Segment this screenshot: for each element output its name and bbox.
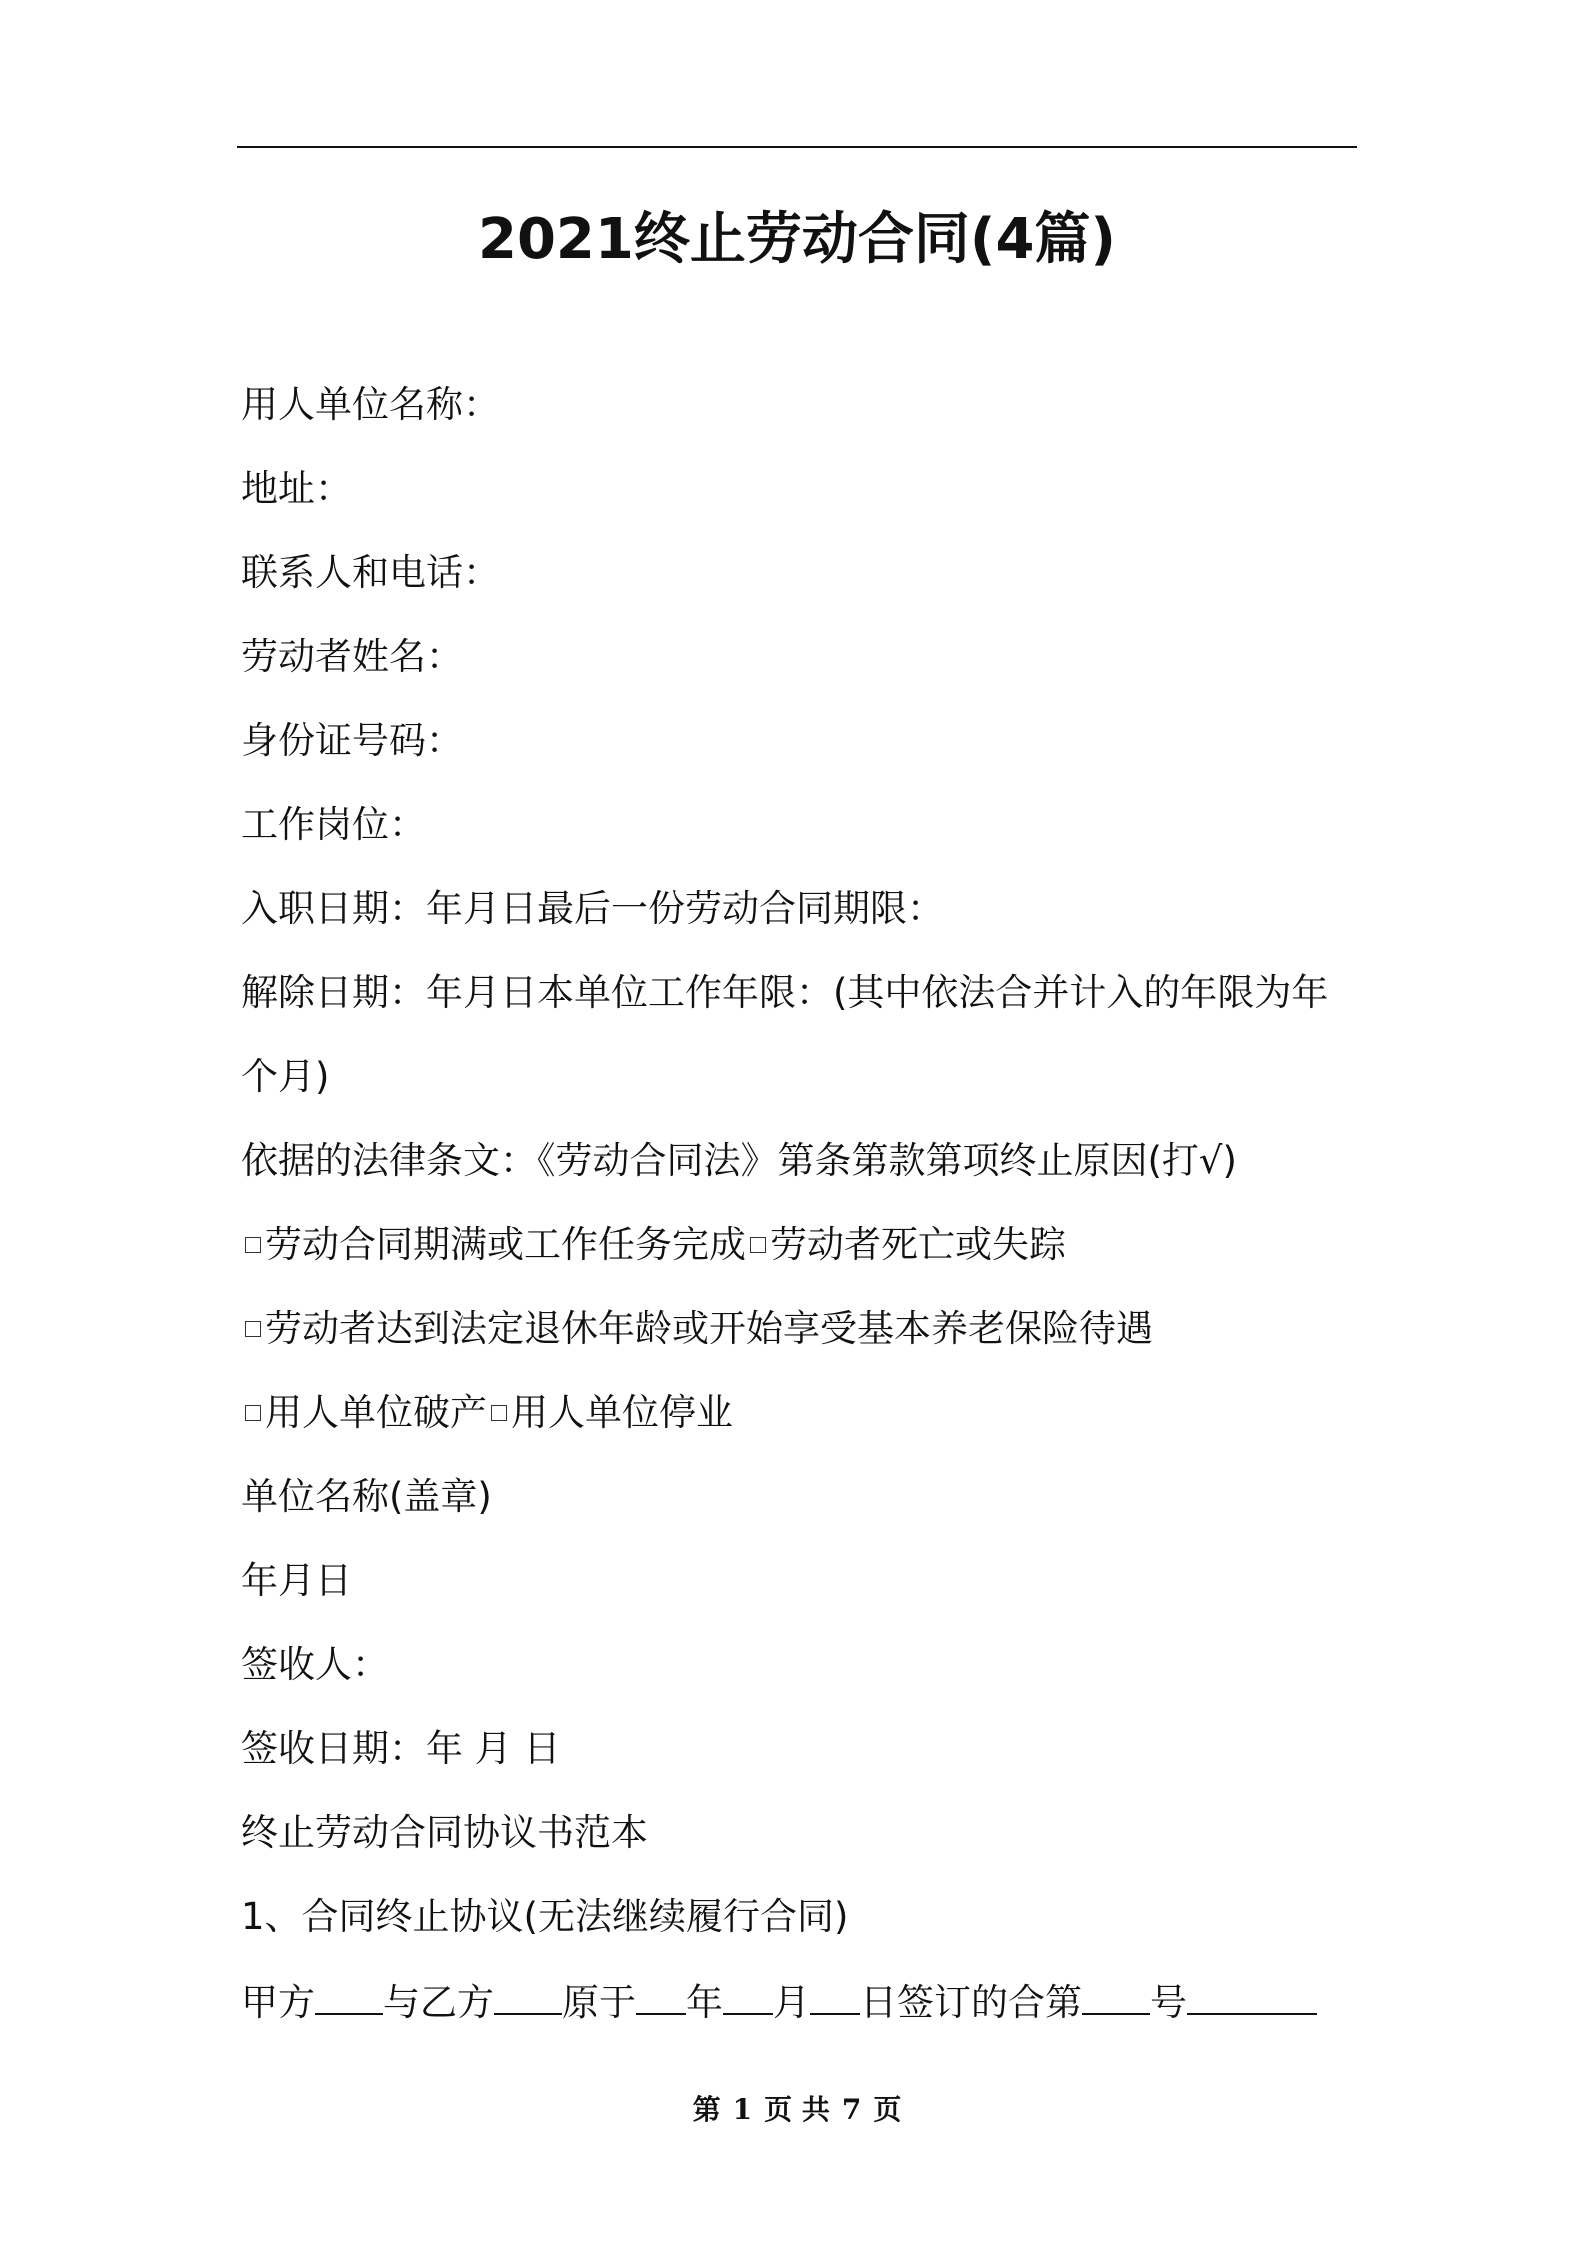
checkbox-icon[interactable] xyxy=(245,1321,261,1337)
id-number-field: 身份证号码： xyxy=(241,719,463,762)
page-footer xyxy=(237,2090,1357,2130)
agreement-text: 与乙方 xyxy=(383,1981,494,2024)
blank-field[interactable] xyxy=(723,1971,773,2015)
blank-field[interactable] xyxy=(810,1971,860,2015)
checkbox-icon[interactable] xyxy=(245,1237,261,1253)
position-field: 工作岗位： xyxy=(241,803,426,846)
agreement-text: 甲方 xyxy=(241,1981,315,2024)
footer-total-pages: 7 xyxy=(841,2093,862,2126)
checkbox-icon[interactable] xyxy=(750,1237,766,1253)
blank-field[interactable] xyxy=(315,1971,383,2015)
section-heading: 终止劳动合同协议书范本 xyxy=(241,1811,648,1854)
reason-label: 劳动者达到法定退休年龄或开始享受基本养老保险待遇 xyxy=(265,1307,1153,1350)
employer-name-field: 用人单位名称： xyxy=(241,383,500,426)
blank-field[interactable] xyxy=(1082,1971,1150,2015)
blank-field[interactable] xyxy=(1187,1971,1317,2015)
reason-label: 用人单位停业 xyxy=(511,1391,733,1434)
receiver-line: 签收人： xyxy=(241,1643,389,1686)
footer-mid: 页 共 xyxy=(764,2093,830,2126)
blank-field[interactable] xyxy=(636,1971,686,2015)
termination-date-field: 解除日期：年月日本单位工作年限：(其中依法合并计入的年限为年 xyxy=(241,971,1329,1014)
reason-row-2 xyxy=(241,1299,1153,1359)
reason-label: 劳动者死亡或失踪 xyxy=(770,1223,1066,1266)
reason-row-1 xyxy=(241,1215,1066,1275)
agreement-text: 原于 xyxy=(562,1981,636,2024)
agreement-text: 日签订的合第 xyxy=(860,1981,1082,2024)
agreement-text: 年 xyxy=(686,1981,723,2024)
unit-seal-line: 单位名称(盖章) xyxy=(241,1475,492,1518)
footer-prefix: 第 xyxy=(692,2093,721,2126)
termination-date-continuation: 个月) xyxy=(241,1055,330,1098)
address-field: 地址： xyxy=(241,467,352,510)
document-title: 2021终止劳动合同(4篇) xyxy=(477,207,1116,272)
section-item-1: 1、合同终止协议(无法继续履行合同) xyxy=(241,1895,849,1938)
legal-basis-field: 依据的法律条文：《劳动合同法》第条第款第项终止原因(打√) xyxy=(241,1139,1237,1182)
contact-field: 联系人和电话： xyxy=(241,551,500,594)
blank-field[interactable] xyxy=(494,1971,562,2015)
checkbox-icon[interactable] xyxy=(491,1405,507,1421)
checkbox-icon[interactable] xyxy=(245,1405,261,1421)
agreement-text: 号 xyxy=(1150,1981,1187,2024)
footer-suffix: 页 xyxy=(873,2093,902,2126)
agreement-line xyxy=(241,1971,1317,2031)
reason-row-3 xyxy=(241,1383,733,1443)
worker-name-field: 劳动者姓名： xyxy=(241,635,463,678)
reason-label: 劳动合同期满或工作任务完成 xyxy=(265,1223,746,1266)
reason-label: 用人单位破产 xyxy=(265,1391,487,1434)
seal-date-line: 年月日 xyxy=(241,1559,352,1602)
footer-current-page: 1 xyxy=(732,2093,753,2126)
entry-date-field: 入职日期：年月日最后一份劳动合同期限： xyxy=(241,887,944,930)
header-rule xyxy=(237,146,1357,148)
receive-date-line: 签收日期：年 月 日 xyxy=(241,1727,561,1770)
agreement-text: 月 xyxy=(773,1981,810,2024)
